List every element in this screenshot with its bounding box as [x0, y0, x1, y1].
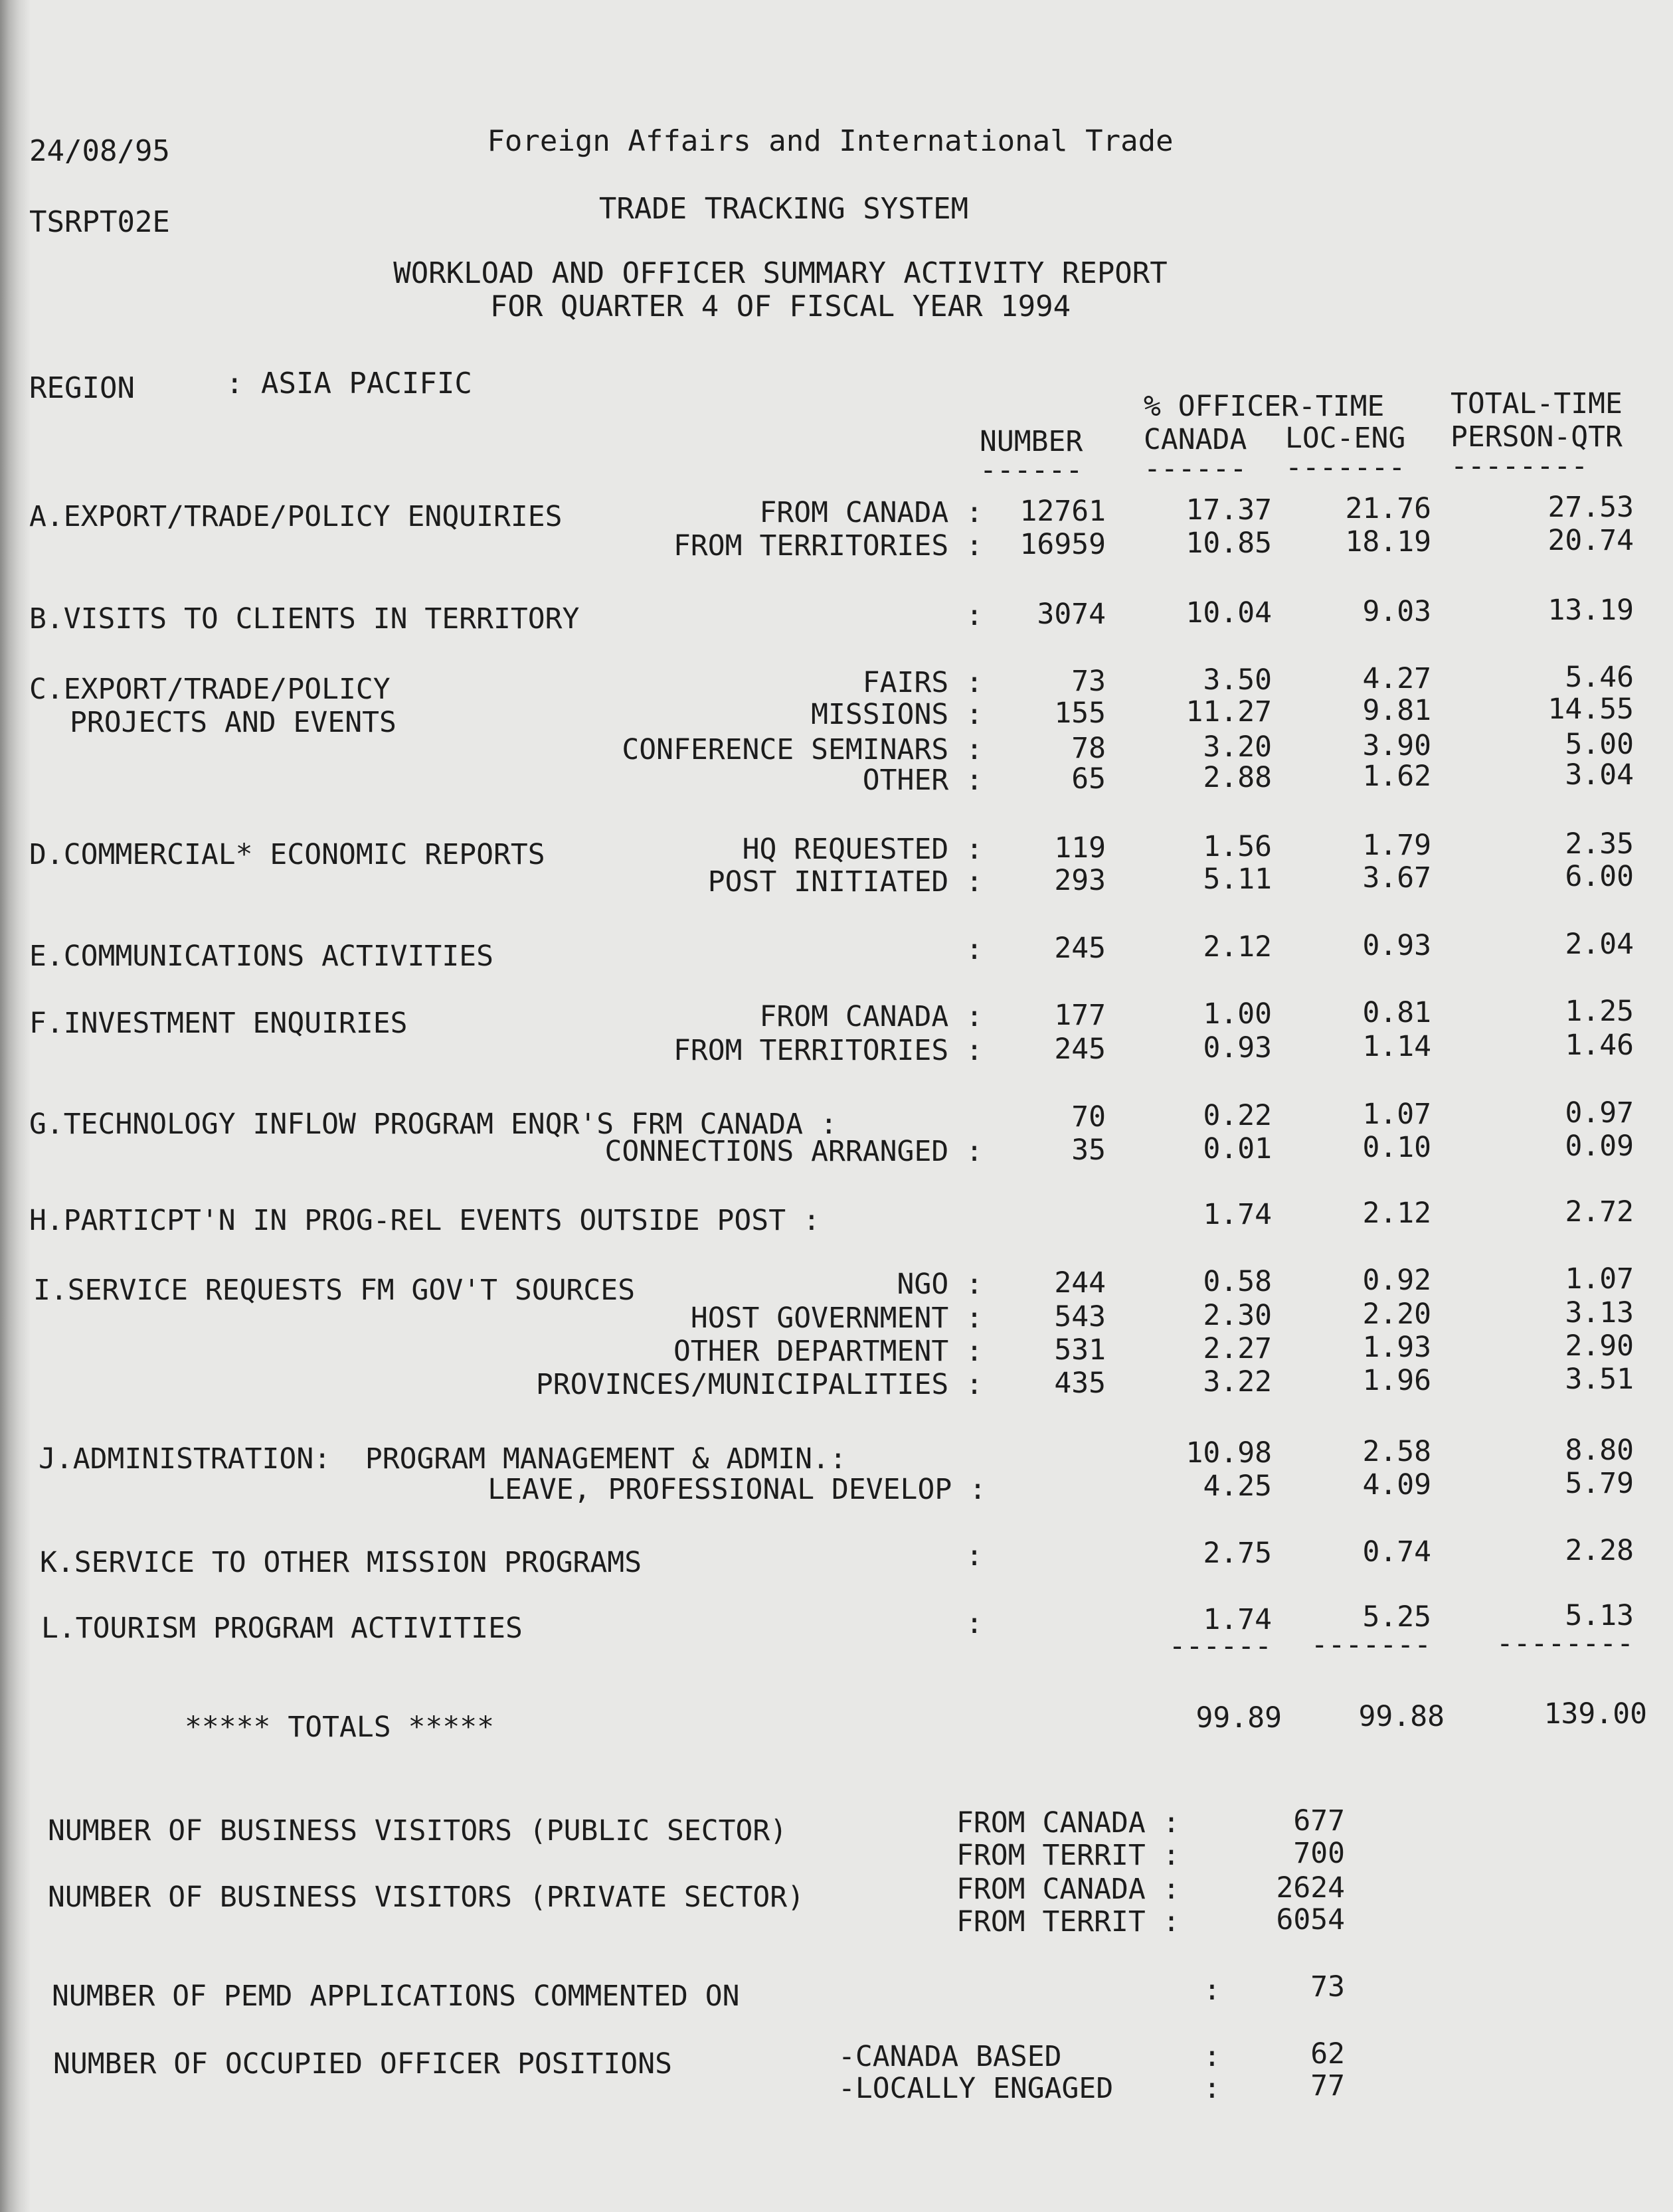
row-b-sub: :	[966, 599, 983, 632]
row-i4-number: 435	[1054, 1367, 1106, 1400]
row-g2-sub: CONNECTIONS ARRANGED :	[604, 1135, 983, 1168]
row-f2-sub: FROM TERRITORIES :	[673, 1034, 983, 1067]
row-a-number: 12761	[1019, 495, 1106, 528]
visitors-public-territ-label: FROM TERRIT :	[956, 1839, 1180, 1872]
row-d2-pqtr: 6.00	[1565, 860, 1634, 893]
row-j2-pqtr: 5.79	[1565, 1467, 1634, 1500]
row-c4-sub: OTHER :	[862, 764, 983, 797]
totals-loceng: 99.88	[1358, 1700, 1445, 1733]
report-title-line1: WORKLOAD AND OFFICER SUMMARY ACTIVITY REPORT	[393, 256, 1168, 290]
row-i3-pqtr: 2.90	[1565, 1329, 1634, 1363]
region-value: : ASIA PACIFIC	[226, 367, 472, 400]
row-k-sub: :	[966, 1539, 983, 1573]
positions-local-colon: :	[1203, 2072, 1221, 2105]
row-l-sub: :	[966, 1607, 983, 1640]
row-e-sub: :	[966, 933, 983, 966]
row-d-sub: HQ REQUESTED :	[742, 833, 983, 866]
col-canada: CANADA	[1144, 423, 1247, 456]
row-k-canada: 2.75	[1203, 1537, 1272, 1570]
row-f-section: F.INVESTMENT ENQUIRIES	[29, 1007, 408, 1040]
row-c3-sub: CONFERENCE SEMINARS :	[622, 733, 983, 766]
totals-pqtr: 139.00	[1543, 1697, 1647, 1731]
row-e-loceng: 0.93	[1362, 929, 1431, 962]
row-f2-number: 245	[1054, 1033, 1106, 1066]
row-k-pqtr: 2.28	[1565, 1534, 1634, 1567]
visitors-private-territ-label: FROM TERRIT :	[956, 1905, 1180, 1938]
row-a-sub: FROM CANADA :	[759, 496, 983, 529]
row-d-canada: 1.56	[1203, 830, 1272, 863]
row-c-canada: 3.50	[1203, 663, 1272, 697]
report-title-line2: FOR QUARTER 4 OF FISCAL YEAR 1994	[489, 290, 1071, 323]
row-i-pqtr: 1.07	[1565, 1262, 1634, 1296]
row-j-section: J.ADMINISTRATION: PROGRAM MANAGEMENT & ADMIN.:	[39, 1442, 847, 1476]
positions-canada-label: -CANADA BASED	[838, 2040, 1062, 2073]
row-b-number: 3074	[1037, 598, 1106, 631]
row-c3-pqtr: 5.00	[1565, 728, 1634, 761]
row-c-number: 73	[1071, 665, 1106, 698]
totals-loceng-underline: -------	[1310, 1628, 1431, 1661]
row-b-pqtr: 13.19	[1547, 594, 1634, 627]
col-total-time: TOTAL-TIME	[1451, 387, 1623, 420]
col-person-qtr: PERSON-QTR	[1451, 420, 1623, 454]
row-j-loceng: 2.58	[1362, 1435, 1431, 1468]
row-a-loceng: 21.76	[1345, 492, 1431, 525]
row-c-sub: FAIRS :	[862, 666, 983, 699]
visitors-public-canada: 677	[1293, 1804, 1345, 1837]
row-j2-canada: 4.25	[1203, 1470, 1272, 1503]
row-i-number: 244	[1054, 1266, 1106, 1300]
totals-label: ***** TOTALS *****	[185, 1711, 494, 1744]
row-d2-sub: POST INITIATED :	[707, 865, 983, 898]
row-f2-loceng: 1.14	[1362, 1030, 1431, 1063]
row-f-number: 177	[1054, 999, 1106, 1032]
visitors-private-label: NUMBER OF BUSINESS VISITORS (PRIVATE SECTOR)	[48, 1881, 805, 1914]
row-a-pqtr: 27.53	[1547, 491, 1634, 524]
positions-local-value: 77	[1310, 2069, 1345, 2102]
row-j2-loceng: 4.09	[1362, 1468, 1431, 1501]
row-a2-number: 16959	[1019, 528, 1106, 561]
row-g2-loceng: 0.10	[1362, 1131, 1431, 1164]
pemd-label: NUMBER OF PEMD APPLICATIONS COMMENTED ON	[52, 1980, 740, 2013]
row-g2-pqtr: 0.09	[1565, 1130, 1634, 1163]
visitors-public-territ: 700	[1293, 1837, 1345, 1870]
row-f-loceng: 0.81	[1362, 996, 1431, 1029]
row-f-canada: 1.00	[1203, 997, 1272, 1031]
row-e-section: E.COMMUNICATIONS ACTIVITIES	[29, 940, 493, 973]
row-c2-loceng: 9.81	[1362, 694, 1431, 727]
row-g2-canada: 0.01	[1203, 1132, 1272, 1165]
row-d-loceng: 1.79	[1362, 829, 1431, 862]
row-c-section: C.EXPORT/TRADE/POLICY	[29, 673, 391, 706]
row-e-canada: 2.12	[1203, 930, 1272, 964]
row-k-loceng: 0.74	[1362, 1535, 1431, 1569]
scan-left-edge	[0, 0, 31, 2212]
row-g2-number: 35	[1071, 1134, 1106, 1167]
col-canada-underline: ------	[1144, 452, 1247, 485]
pemd-value: 73	[1310, 1970, 1345, 2003]
row-b-canada: 10.04	[1186, 596, 1272, 630]
row-c2-pqtr: 14.55	[1547, 693, 1634, 726]
row-k-section: K.SERVICE TO OTHER MISSION PROGRAMS	[40, 1546, 642, 1579]
row-g-loceng: 1.07	[1362, 1098, 1431, 1131]
positions-canada-colon: :	[1203, 2040, 1221, 2073]
row-a2-pqtr: 20.74	[1547, 524, 1634, 557]
col-number: NUMBER	[980, 425, 1083, 458]
col-officer-time: % OFFICER-TIME	[1144, 390, 1385, 423]
row-d2-number: 293	[1054, 864, 1106, 897]
row-c2-sub: MISSIONS :	[811, 698, 983, 731]
row-h-loceng: 2.12	[1362, 1197, 1431, 1230]
row-i2-pqtr: 3.13	[1565, 1296, 1634, 1329]
visitors-public-canada-label: FROM CANADA :	[956, 1806, 1180, 1839]
row-d-section: D.COMMERCIAL* ECONOMIC REPORTS	[29, 838, 545, 871]
row-i3-canada: 2.27	[1203, 1332, 1272, 1365]
row-l-section: L.TOURISM PROGRAM ACTIVITIES	[41, 1612, 523, 1645]
row-j-canada: 10.98	[1186, 1436, 1272, 1470]
row-f2-canada: 0.93	[1203, 1031, 1272, 1064]
row-i4-pqtr: 3.51	[1565, 1363, 1634, 1396]
row-i4-sub: PROVINCES/MUNICIPALITIES :	[535, 1368, 983, 1401]
row-a2-sub: FROM TERRITORIES :	[673, 529, 983, 562]
col-number-underline: ------	[980, 454, 1083, 487]
row-c4-number: 65	[1071, 762, 1106, 796]
row-i3-number: 531	[1054, 1333, 1106, 1367]
row-b-section: B.VISITS TO CLIENTS IN TERRITORY	[29, 602, 580, 636]
row-c2-number: 155	[1054, 697, 1106, 730]
row-i4-loceng: 1.96	[1362, 1364, 1431, 1397]
row-i-canada: 0.58	[1203, 1265, 1272, 1298]
row-g-canada: 0.22	[1203, 1099, 1272, 1132]
row-i4-canada: 3.22	[1203, 1365, 1272, 1399]
positions-label: NUMBER OF OCCUPIED OFFICER POSITIONS	[53, 2047, 672, 2081]
report-code: TSRPT02E	[29, 205, 170, 239]
row-i2-number: 543	[1054, 1300, 1106, 1333]
row-g-number: 70	[1071, 1100, 1106, 1134]
row-l-pqtr: 5.13	[1565, 1599, 1634, 1632]
col-loceng-underline: -------	[1285, 451, 1406, 484]
region-label: REGION	[29, 371, 135, 405]
row-e-number: 245	[1054, 932, 1106, 965]
totals-pqtr-underline: --------	[1496, 1627, 1634, 1660]
visitors-private-territ: 6054	[1276, 1903, 1345, 1936]
row-c3-number: 78	[1071, 732, 1106, 765]
positions-local-label: -LOCALLY ENGAGED	[838, 2072, 1114, 2105]
row-a2-canada: 10.85	[1186, 527, 1272, 560]
department-title: Foreign Affairs and International Trade	[487, 124, 1174, 158]
system-title: TRADE TRACKING SYSTEM	[598, 192, 969, 226]
row-c-loceng: 4.27	[1362, 662, 1431, 695]
row-i3-loceng: 1.93	[1362, 1331, 1431, 1364]
positions-canada-value: 62	[1310, 2037, 1345, 2071]
row-c2-canada: 11.27	[1186, 695, 1272, 728]
row-d2-loceng: 3.67	[1362, 861, 1431, 894]
col-personqtr-underline: --------	[1451, 450, 1589, 483]
row-e-pqtr: 2.04	[1565, 928, 1634, 961]
row-c-pqtr: 5.46	[1565, 661, 1634, 694]
row-f2-pqtr: 1.46	[1565, 1029, 1634, 1062]
row-c3-canada: 3.20	[1203, 730, 1272, 764]
row-i2-loceng: 2.20	[1362, 1298, 1431, 1331]
row-a-canada: 17.37	[1186, 493, 1272, 527]
row-i-sub: NGO :	[897, 1268, 983, 1301]
row-f-sub: FROM CANADA :	[759, 1000, 983, 1033]
row-i2-canada: 2.30	[1203, 1299, 1272, 1332]
row-d-number: 119	[1054, 831, 1106, 865]
row-l-loceng: 5.25	[1362, 1600, 1431, 1634]
report-date: 24/08/95	[29, 134, 170, 168]
totals-canada: 99.89	[1195, 1701, 1282, 1735]
row-c4-loceng: 1.62	[1362, 760, 1431, 793]
row-i-section: I.SERVICE REQUESTS FM GOV'T SOURCES	[33, 1274, 636, 1307]
row-c4-pqtr: 3.04	[1565, 758, 1634, 792]
row-d2-canada: 5.11	[1203, 863, 1272, 896]
row-c3-loceng: 3.90	[1362, 729, 1431, 762]
row-i-loceng: 0.92	[1362, 1264, 1431, 1297]
row-d-pqtr: 2.35	[1565, 827, 1634, 861]
row-g-pqtr: 0.97	[1565, 1096, 1634, 1130]
row-a-section: A.EXPORT/TRADE/POLICY ENQUIRIES	[29, 500, 563, 533]
visitors-private-canada: 2624	[1276, 1871, 1345, 1905]
row-h-pqtr: 2.72	[1565, 1195, 1634, 1229]
row-h-section: H.PARTICPT'N IN PROG-REL EVENTS OUTSIDE POST :	[29, 1204, 820, 1237]
row-l-canada: 1.74	[1203, 1603, 1272, 1636]
row-j-pqtr: 8.80	[1565, 1434, 1634, 1467]
row-h-canada: 1.74	[1203, 1198, 1272, 1231]
pemd-colon: :	[1203, 1974, 1221, 2007]
row-i3-sub: OTHER DEPARTMENT :	[673, 1335, 983, 1368]
col-loc-eng: LOC-ENG	[1285, 422, 1406, 455]
row-c2-section: PROJECTS AND EVENTS	[70, 706, 396, 739]
row-g-section: G.TECHNOLOGY INFLOW PROGRAM ENQR'S FRM CANADA :	[29, 1108, 837, 1141]
row-a2-loceng: 18.19	[1345, 525, 1431, 558]
row-j2-sub: LEAVE, PROFESSIONAL DEVELOP :	[487, 1473, 986, 1506]
row-b-loceng: 9.03	[1362, 595, 1431, 628]
row-c4-canada: 2.88	[1203, 761, 1272, 794]
row-f-pqtr: 1.25	[1565, 995, 1634, 1028]
totals-canada-underline: ------	[1168, 1630, 1272, 1663]
visitors-private-canada-label: FROM CANADA :	[956, 1873, 1180, 1906]
visitors-public-label: NUMBER OF BUSINESS VISITORS (PUBLIC SECTOR)	[48, 1814, 788, 1847]
row-i2-sub: HOST GOVERNMENT :	[690, 1302, 983, 1335]
